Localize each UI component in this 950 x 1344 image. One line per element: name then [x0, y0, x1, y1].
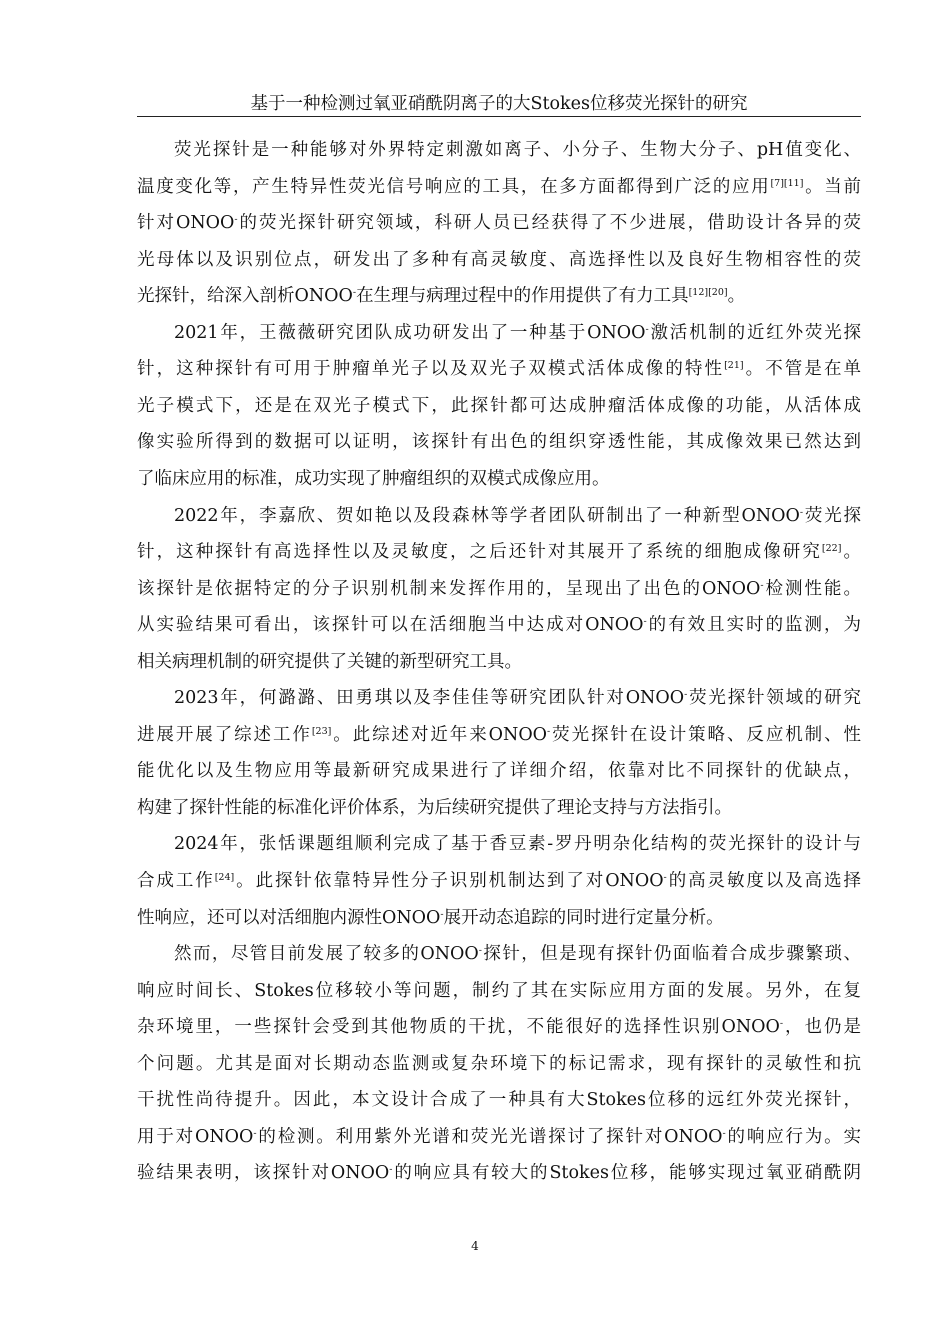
page-number: 4: [471, 1239, 479, 1253]
text-run: 然而，尽管目前发展了较多的ONOO: [174, 944, 479, 965]
text-line: [137, 357, 861, 381]
text-line: [137, 430, 861, 454]
text-run: 相关病理机制的研究提供了关键的新型研究工具。: [137, 651, 522, 672]
text-line: [137, 613, 861, 637]
superscript: -: [684, 689, 688, 701]
text-run: 的高灵敏度以及高选择: [666, 871, 861, 891]
text-run: 的响应行为。实: [725, 1126, 861, 1147]
text-run: 合成工作: [137, 871, 215, 891]
text-run: 激活机制的近红外荧光探: [648, 322, 861, 343]
text-run: 的荧光探针研究领域，科研人员已经获得了不少进展，借助设计各异的荧: [237, 213, 861, 234]
text-run: 性响应，还可以对活细胞内源性ONOO: [137, 907, 441, 928]
text-line: [137, 979, 861, 1003]
superscript: -: [760, 579, 764, 591]
text-run: 荧光探针是一种能够对外界特定刺激如离子、小分子、生物大分子、pH值变化、: [174, 140, 861, 160]
superscript: -: [352, 287, 357, 299]
text-run: 干扰性尚待提升。因此，本文设计合成了一种具有大Stokes位移的远红外荧光探针，: [137, 1090, 861, 1111]
text-run: 荧光探针领域的研究: [687, 688, 861, 709]
superscript: [24]: [214, 872, 235, 883]
text-run: 荧光探: [803, 505, 861, 526]
text-line: [137, 577, 861, 601]
superscript: -: [779, 1018, 784, 1030]
text-run: 光母体以及识别位点，研发出了多种有高灵敏度、高选择性以及良好生物相容性的荧: [137, 249, 861, 270]
text-run: 了临床应用的标准，成功实现了肿瘤组织的双模式成像应用。: [137, 468, 610, 489]
text-line: [137, 394, 861, 418]
text-run: 构建了探针性能的标准化评价体系，为后续研究提供了理论支持与方法指引。: [137, 797, 732, 818]
text-run: 。: [841, 542, 861, 563]
text-run: 2023年，何潞潞、田勇琪以及李佳佳等研究团队针对ONOO: [174, 688, 685, 709]
text-run: 探针，但是现有探针仍面临着合成步骤繁琐、: [481, 944, 861, 965]
text-run: 光探针，给深入剖析ONOO: [137, 286, 353, 307]
superscript: -: [722, 1127, 726, 1139]
running-header: 基于一种检测过氧亚硝酰阴离子的大Stokes位移荧光探针的研究: [250, 94, 748, 114]
superscript: [7][11]: [770, 177, 804, 189]
text-line: [137, 906, 861, 930]
superscript: [22]: [821, 543, 842, 555]
text-run: 杂环境里，一些探针会受到其他物质的干扰，不能很好的选择性识别ONOO: [137, 1017, 780, 1038]
text-line: [174, 321, 861, 345]
text-line: [137, 211, 861, 235]
superscript: -: [645, 323, 649, 335]
text-run: 该探针是依据特定的分子识别机制来发挥作用的，呈现出了出色的ONOO: [137, 578, 761, 599]
text-line: [174, 686, 861, 710]
superscript: -: [799, 506, 804, 518]
text-run: 针对ONOO: [137, 213, 235, 234]
text-line: [137, 1125, 861, 1149]
text-line: [137, 175, 861, 199]
text-run: 。当前: [803, 176, 861, 197]
text-run: 响应时间长、Stokes位移较小等问题，制约了其在实际应用方面的发展。另外，在复: [137, 980, 861, 1001]
text-run: 个问题。尤其是面对长期动态监测或复杂环境下的标记需求，现有探针的灵敏性和抗: [137, 1053, 861, 1074]
superscript: -: [389, 1164, 393, 1176]
text-run: 进展开展了综述工作: [137, 724, 312, 745]
text-run: ，也仍是: [783, 1017, 861, 1038]
text-run: 光子模式下，还是在双光子模式下，此探针都可达成肿瘤活体成像的功能，从活体成: [137, 395, 861, 416]
text-run: 针，这种探针有可用于肿瘤单光子以及双光子双模式活体成像的特性: [137, 359, 725, 380]
text-run: 2024年，张恬课题组顺利完成了基于香豆素-罗丹明杂化结构的荧光探针的设计与: [174, 834, 861, 855]
text-run: 的响应具有较大的Stokes位移，能够实现过氧亚硝酰阴: [392, 1163, 861, 1184]
text-run: 能优化以及生物应用等最新研究成果进行了详细介绍，依靠对比不同探针的优缺点，: [137, 761, 861, 782]
text-line: [174, 942, 861, 966]
text-line: [137, 650, 861, 674]
text-run: 检测性能。: [763, 578, 861, 599]
superscript: -: [663, 872, 667, 883]
text-line: [137, 467, 861, 491]
superscript: [12][20]: [688, 287, 728, 299]
text-run: 像实验所得到的数据可以证明，该探针有出色的组织穿透性能，其成像效果已然达到: [137, 432, 861, 453]
text-line: [137, 869, 861, 893]
superscript: [21]: [724, 360, 744, 372]
superscript: -: [440, 908, 444, 920]
text-run: 2022年，李嘉欣、贺如艳以及段森林等学者团队研制出了一种新型ONOO: [174, 505, 800, 526]
text-line: [137, 1088, 861, 1112]
text-run: 。: [727, 286, 746, 307]
text-line: [137, 1161, 861, 1185]
text-run: 。此探针依靠特异性分子识别机制达到了对ONOO: [234, 871, 664, 891]
text-line: [137, 723, 861, 747]
text-line: [137, 540, 861, 564]
text-run: 从实验结果可看出，该探针可以在活细胞当中达成对ONOO: [137, 615, 644, 636]
text-run: 在生理与病理过程中的作用提供了有力工具: [356, 286, 689, 307]
text-run: 针，这种探针有高选择性以及灵敏度，之后还针对其展开了系统的细胞成像研究: [137, 542, 822, 563]
text-run: 荧光探针在设计策略、反应机制、性: [550, 724, 861, 745]
text-line: [174, 504, 861, 528]
text-line: [174, 832, 861, 856]
text-run: 用于对ONOO: [137, 1126, 254, 1147]
text-line: [174, 138, 861, 162]
text-run: 展开动态追踪的同时进行定量分析。: [443, 907, 724, 928]
text-run: 。不管是在单: [743, 359, 861, 380]
text-run: 的有效且实时的监测，为: [646, 615, 861, 636]
superscript: -: [478, 945, 482, 957]
text-run: 验结果表明，该探针对ONOO: [137, 1163, 390, 1184]
text-run: 。此综述对近年来ONOO: [331, 724, 548, 745]
header-rule: [137, 116, 861, 117]
text-run: 温度变化等，产生特异性荧光信号响应的工具，在多方面都得到广泛的应用: [137, 176, 771, 197]
text-line: [137, 1015, 861, 1039]
text-line: [137, 284, 861, 308]
text-line: [137, 1052, 861, 1076]
text-run: 的检测。利用紫外光谱和荧光光谱探讨了探针对ONOO: [256, 1126, 723, 1147]
superscript: -: [643, 616, 647, 628]
superscript: -: [234, 214, 238, 226]
text-run: 2021年，王薇薇研究团队成功研发出了一种基于ONOO: [174, 322, 646, 343]
text-line: [137, 759, 861, 783]
text-line: [137, 796, 861, 820]
text-line: [137, 248, 861, 272]
superscript: -: [253, 1127, 257, 1139]
superscript: [23]: [311, 725, 332, 737]
superscript: -: [547, 725, 551, 737]
